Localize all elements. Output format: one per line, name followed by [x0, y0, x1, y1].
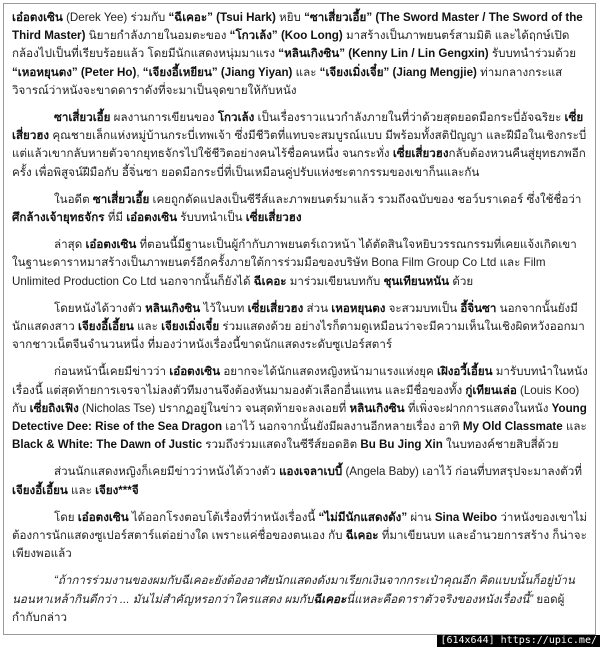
paragraph-response: โดย เอ๋อตงเซิน ได้ออกโรงตอบโต้เรื่องที่ว่าหนังเรื่องนี้ “ไม่มีนักแสดงดัง” ผ่าน Sina Weibo ว่าหนังของเขาไม่ต้องการนักแสดงซูเปอร์สตาร์แต่อย่างใด เพราะแค่ชื่อของตนเอง กับ ฉีเคอะ ที่มาเขียนบท และอำนวยการสร้าง ก็น่าจะเพียงพอแล้ว — [12, 510, 587, 561]
paragraph-intro: เอ๋อตงเซิน (Derek Yee) ร่วมกับ “ฉีเคอะ” (Tsui Hark) หยิบ “ซาเสี่ยวเอี้ย” (The Sword Master / The Sword of the Third Master) นิยายกำลังภายในอมตะของ “โกวเล้ง” (Koo Long) มาสร้างเป็นภาพยนตร์สามมิติ และได้ฤกษ์เปิดกล้องไปเป็นที่เรียบร้อยแล้ว โดยมีนักแสดงหนุ่มมาแรง “หลินเกิงซิน” (Kenny Lin / Lin Gengxin) รับบทนำร่วมด้วย “เหอหยุนตง” (Peter Ho), “เจียงอี้เหยียน” (Jiang Yiyan) และ “เจียงเมิ่งเจี๋ย” (Jiang Mengjie) ท่ามกลางกระแสวิจารณ์ว่าหนังจะขาดดาราดังที่จะมาเป็นจุดขายให้กับหนัง — [12, 11, 583, 97]
paragraph-cast: โดยหนังได้วางตัว หลินเกิงซิน ไว้ในบท เซี่ยเสี่ยวฮง ส่วน เหอหยุนตง จะสวมบทเป็น อี้จิ่นซา นอกจากนั้นยังมีนักแสดงสาว เจียงอี้เอี้ยน และ เจียงเมิ่งเจี๋ย ร่วมแสดงด้วย อย่างไรก็ตามดูเหมือนว่าจะมีความเห็นในเชิงผิดหวังออกมาจากชาวเน็ตจีนจำนวนหนึ่ง ที่มองว่าหนังเรื่องนี้ขาดนักแสดงระดับซูเปอร์สตาร์ — [12, 301, 585, 352]
paragraph-history: ในอดีต ซาเสี่ยวเอี้ย เคยถูกดัดแปลงเป็นซีรีส์และภาพยนตร์มาแล้ว รวมถึงฉบับของ ชอว์บราเดอร์ ซึ่งใช้ชื่อว่า ศึกล้างเจ้ายุทธจักร ที่มี เอ๋อตงเซิน รับบทนำเป็น เซี่ยเสี่ยวฮง — [12, 192, 582, 225]
paragraph-production: ล่าสุด เอ๋อตงเซิน ที่ตอนนี้มีฐานะเป็นผู้กำกับภาพยนตร์เถวหน้า ได้ตัดสินใจหยิบวรรณกรรมที่เคยแจ้งเกิดเขาในฐานะดาราหมาสร้างเป็นภาพยนตร์อีกครั้งภายใต้การร่วมมือของบริษัท Bona Film Group Co Ltd และ Film Unlimited Production Co Ltd นอกจากนั้นก็ยังได้ ฉีเคอะ มาร่วมเขียนบทกับ ชุนเทียนหนัน ด้วย — [12, 238, 577, 288]
paragraph-rumors: ก่อนหน้านี้เคยมีข่าวว่า เอ๋อตงเซิน อยากจะได้นักแสดงหญิงหน้ามาแรงแห่งยุค เฝิงอวี้เอี้ยน มารับบทนำในหนังเรื่องนี้ แต่สุดท้ายการเจรจาไม่ลงตัวทีมงานจึงต้องหันมามองตัวเลือกอื่นแทน และมีชื่อของทั้ง กู่เทียนเล่อ (Louis Koo) กับ เซี่ยถิงเฟิง (Nicholas Tse) ปรากฏอยู่ในข่าว จนสุดท้ายจะลงเอยที่ หลินเกิงซิน ที่เพิ่งจะฝากการแสดงในหนัง Young Detective Dee: Rise of the Sea Dragon เอาไว้ นอกจากนั้นยังมีผลงานอีกหลายเรื่อง อาทิ My Old Classmate และ Black & White: The Dawn of Justic รวมถึงร่วมแสดงในซีรีส์ยอดฮิต Bu Bu Jing Xin ในบทองค์ชายสิบสี่ด้วย — [12, 365, 588, 452]
paragraph-story: ซาเสี่ยวเอี้ย ผลงานการเขียนของ โกวเล้ง เป็นเรื่องราวแนวกำลังภายในที่ว่าด้วยสุดยอดมือกระบี่อัจฉริยะ เซี่ยเสี่ยวฮง คุณชายเล็กแห่งหมู่บ้านกระบี่เทพเจ้า ซึ่งมีชีวิตที่แทบจะสมบูรณ์แบบ มีพร้อมทั้งสติปัญญา และฝีมือในเชิงกระบี่ แต่แล้วเขากลับหายตัวจากยุทธจักรไปใช้ชีวิตอย่างคนไร้ชื่อคนหนึ่ง จนกระทั่ง เซี่ยเสี่ยวฮงกลับต้องหวนคืนสู่ยุทธภพอีกครั้ง เพื่อพิสูจน์ฝีมือกับ อี้จิ่นซา ยอดมือกระบี่ที่เป็นเหมือนคู่ปรับแห่งชะตากรรมของเขาก็นและกัน — [12, 111, 587, 179]
article-frame — [3, 3, 596, 635]
paragraph-actress: ส่วนนักแสดงหญิงก็เคยมีข่าวว่าหนังได้วางตัว แองเจลาเบบี้ (Angela Baby) เอาไว้ ก่อนที่บทสรุปจะมาลงตัวที่ เจียงอี้เอี้ยน และ เจียง***จี — [12, 465, 582, 497]
paragraph-quote: “ถ้าการร่วมงานของผมกับฉีเคอะยังต้องอาศัยนักแสดงดังมาเรียกเงินจากกระเป๋าคุณอีก คิดแบบนั้นก็อยู่บ้านนอนหาเหล้ากินดีกว่า ... มันไม่สำคัญหรอกว่าใครแสดง ผมกับฉีเคอะนี่แหละคือดาราตัวจริงของหนังเรื่องนี้” ยอดผู้กำกับกล่าว — [12, 574, 575, 624]
image-host-caption: [614x644] https://upic.me/ — [437, 635, 600, 647]
article-body — [4, 4, 595, 627]
